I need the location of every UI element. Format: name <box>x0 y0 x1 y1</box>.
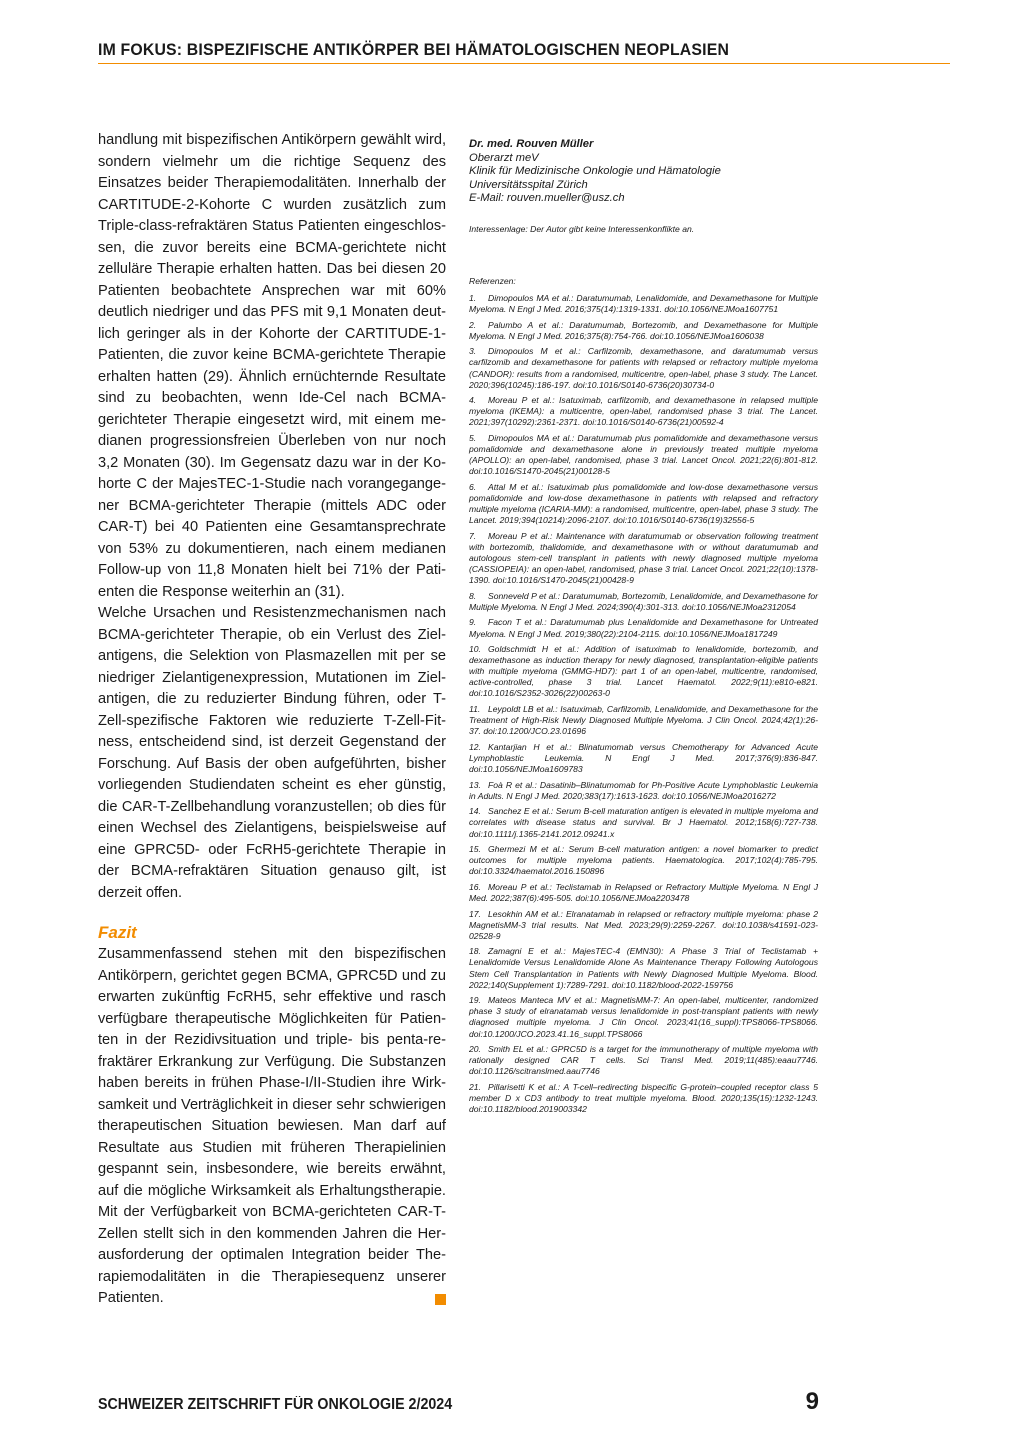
body-paragraph: Welche Ursachen und Resistenzmechanismen nach BCMA-gerichteter Therapie, ob ein Verlust des Zielantigens, die Selektion von Plasmazellen mit per se niedriger Zielantigenexpression, Mutationen im Zielantigen, die zu reduzierter Bindung führen, oder T-Zell-spezifische Faktoren wie reduzierte T-Zell-Fitness, entscheidend sind, ist derzeit Gegenstand der Forschung. Auf Basis der oben aufgeführten, bisher vorliegenden Studiendaten scheint es eher günstig, die CAR-T-Zellbehandlung voranzustellen; ob dies für einen Wechsel des Zielantigens, beispielsweise auf eine GPRC5D- oder FcRH5-gerichtete Therapie in der BCMA-refraktären Situation genauso gilt, ist derzeit offen. <box>98 605 446 901</box>
page-header-title: IM FOKUS: BISPEZIFISCHE ANTIKÖRPER BEI HÄMATOLOGISCHEN NEOPLASIEN <box>98 40 730 59</box>
author-role: Oberarzt meV <box>469 151 539 164</box>
reference-number: 19. <box>469 995 481 1006</box>
reference-text: Dimopoulos MA et al.: Daratumumab plus pomalidomide and dexamethasone versus pomalidomide and dexamethasone alone in previously treated multiple myeloma (APOLLO): an open-label, randomised, phase 3 trial. Lancet Oncol. 2021;22(6):801-812. doi:10.1016/S1470-2045(21)00128-5 <box>469 433 818 477</box>
reference-number: 18. <box>469 946 481 957</box>
author-email: E-Mail: rouven.mueller@usz.ch <box>469 192 625 205</box>
reference-number: 5. <box>469 433 477 443</box>
body-paragraph: handlung mit bispezifischen Antikörpern gewählt wird, sondern vielmehr um die richtige Sequenz des Einsatzes beider Therapiemodalitäten. Innerhalb der CARTITUDE-2-Kohorte C wurden zusätzlich zum Triple-class-refraktären Status Patienten eingeschlossen, die zuvor bereits eine BCMA-gerichtete nicht zelluläre Therapie erhalten hatten. Das bei diesen 20 Patienten beobachtete Ansprechen war mit 60% deutlich niedriger und das PFS mit 9,1 Monaten deutlich geringer als in der Kohorte der CARTITUDE-1-Patienten, die zuvor keine BCMA-gerichtete Therapie erhalten hatten (29). Ähnlich ernüchternde Resultate sind zu beobachten, wenn Ide-Cel nach BCMA-gerichteter Therapie eingesetzt wird, mit einem medianen progressionsfreien Überleben von nur noch 3,2 Monaten (30). Im Gegensatz dazu war in der Kohorte C der MajesTEC-1-Studie nach vorangegangener BCMA-gerichteter Therapie (mittels ADC oder CAR-T) bei 40 Patienten eine Gesamtansprechrate von 53% zu dokumentieren, nach einem medianen Follow-up von 11,8 Monaten hielt bei 71% der Patienten die Response weiterhin an (31). <box>98 132 446 600</box>
reference-item <box>469 644 818 699</box>
reference-number: 4. <box>469 395 477 406</box>
reference-number: 16. <box>469 881 481 892</box>
interest-statement: Interessenlage: Der Autor gibt keine Interessenkonflikte an. <box>469 223 695 234</box>
reference-item <box>469 742 818 775</box>
reference-item <box>469 946 818 990</box>
reference-number: 17. <box>469 908 481 919</box>
reference-item <box>469 531 818 586</box>
reference-number: 21. <box>469 1081 481 1092</box>
reference-text: Dimopoulos M et al.: Carfilzomib, dexamethasone, and daratumumab versus carfilzomib and dexamethasone for patients with relapsed or refractory multiple myeloma (CANDOR): results from a randomised, multicentre, open-label, phase 3 study. The Lancet. 2020;396(10245):186-197. doi:10.1016/S0140-6736(20)30734-0 <box>469 346 818 390</box>
section-heading-fazit: Fazit <box>98 923 137 942</box>
reference-text: Sanchez E et al.: Serum B-cell maturation antigen is elevated in multiple myeloma and correlates with disease status and survival. Br J Haematol. 2012;158(6):727-738. doi:10.1111/j.1365-2141.2012.09241.x <box>469 806 818 839</box>
reference-number: 12. <box>469 741 481 752</box>
author-name: Dr. med. Rouven Müller <box>469 138 594 150</box>
reference-item <box>469 844 818 877</box>
reference-item <box>469 395 818 428</box>
page-number: 9 <box>805 1388 819 1415</box>
reference-item <box>469 293 818 315</box>
fazit-text: Zusammenfassend stehen mit den bispezifischen Antikörpern, gerichtet gegen BCMA, GPRC5D und zu erwarten zukünftig FcRH5, sehr effektive und rasch verfügbare therapeutische Möglichkeiten für Patienten in der Rezidivsituation und triple- bis penta-refraktärer Erkrankung zur Verfügung. Die Substanzen haben bereits in frühen Phase-I/II-Studien ihre Wirksamkeit und Verträglichkeit in dieser sehr schwierigen therapeutischen Situation bewiesen. Man darf auf Resultate aus Studien mit früheren Therapielinien gespannt sein, insbesondere, wie bereits erwähnt, auf die mögliche Wirksamkeit als Erhaltungstherapie. Mit der Verfügbarkeit von BCMA-gerichteten CAR-T-Zellen stellt sich in den kommenden Jahren die Herausforderung der optimalen Integration beider Therapiemodalitäten in die Therapiesequenz unserer Patienten. <box>98 946 446 1306</box>
references-list <box>469 293 818 1115</box>
reference-item <box>469 433 818 477</box>
reference-number: 7. <box>469 530 477 541</box>
reference-item <box>469 617 818 639</box>
reference-text: Facon T et al.: Daratumumab plus Lenalidomide and Dexamethasone for Untreated Myeloma. N Engl J Med. 2019;380(22):2104-2115. doi:10.1056/NEJMoa1817249 <box>469 617 818 639</box>
header-divider <box>98 63 950 64</box>
reference-item <box>469 704 818 737</box>
reference-text: Zamagni E et al.: MajesTEC-4 (EMN30): A Phase 3 Trial of Teclistamab + Lenalidomide Versus Lenalidomide Alone As Maintenance Therapy Following Autologous Stem Cell Transplantation in Patients with Newly Diagnosed Multiple Myeloma. Blood. 2022;140(Supplement 1):7289-7291. doi:10.1182/blood-2022-159756 <box>469 946 818 990</box>
reference-item <box>469 806 818 839</box>
reference-number: 20. <box>469 1044 481 1055</box>
reference-item <box>469 1044 818 1077</box>
reference-text: Pillarisetti K et al.: A T-cell–redirecting bispecific G-protein–coupled receptor class 5 member D x CD3 antibody to treat multiple myeloma. Blood. 2020;135(15):1232-1243. doi:10.1182/blood.2019003342 <box>469 1081 818 1115</box>
reference-number: 3. <box>469 346 477 357</box>
reference-text: Foà R et al.: Dasatinib–Blinatumomab for Ph-Positive Acute Lymphoblastic Leukemia in Adults. N Engl J Med. 2020;383(17):1613-1623. doi:10.1056/NEJMoa2016272 <box>469 779 818 801</box>
reference-item <box>469 320 818 342</box>
end-of-article-square-icon <box>435 1294 446 1305</box>
reference-text: Kantarjian H et al.: Blinatumomab versus Chemotherapy for Advanced Acute Lymphoblastic Leukemia. N Engl J Med. 2017;376(9):836-847. doi:10.1056/NEJMoa1609783 <box>469 741 818 775</box>
reference-text: Lesokhin AM et al.: Elranatamab in relapsed or refractory multiple myeloma: phase 2 MagnetisMM-3 trial results. Nat Med. 2023;29(9):2259-2267. doi:10.1038/s41591-023-02528-9 <box>469 908 818 941</box>
reference-item <box>469 1082 818 1115</box>
reference-item <box>469 482 818 526</box>
reference-number: 11. <box>469 704 481 715</box>
reference-number: 1. <box>469 292 477 303</box>
reference-item <box>469 995 818 1039</box>
article-body <box>98 130 446 1310</box>
reference-text: Leypoldt LB et al.: Isatuximab, Carfilzomib, Lenalidomide, and Dexamethasone for the Treatment of High-Risk Newly Diagnosed Multiple Myeloma. J Clin Oncol. 2024;42(1):26-37. doi:10.1200/JCO.23.01696 <box>469 704 818 737</box>
sidebar-column <box>469 138 818 1115</box>
reference-text: Palumbo A et al.: Daratumumab, Bortezomib, and Dexamethasone for Multiple Myeloma. N Engl J Med. 2016;375(8):754-766. doi:10.1056/NEJMoa1606038 <box>469 319 818 341</box>
reference-item <box>469 909 818 942</box>
footer-journal-name: SCHWEIZER ZEITSCHRIFT FÜR ONKOLOGIE 2/2024 <box>98 1396 453 1413</box>
reference-number: 6. <box>469 481 477 492</box>
reference-text: Mateos Manteca MV et al.: MagnetisMM-7: An open-label, multicenter, randomized phase 3 study of elranatamab versus lenalidomide in post-transplant patients with newly diagnosed multiple myeloma. J Clin Oncol. 2023;41(16_suppl):TPS8066-TPS8066. doi:10.1200/JCO.2023.41.16_suppl.TPS8066 <box>469 995 818 1039</box>
reference-number: 8. <box>469 590 477 601</box>
reference-text: Sonneveld P et al.: Daratumumab, Bortezomib, Lenalidomide, and Dexamethasone for Multiple Myeloma. N Engl J Med. 2024;390(4):301-313. doi:10.1056/NEJMoa2312054 <box>469 590 818 612</box>
reference-item <box>469 882 818 904</box>
body-paragraph-fazit <box>98 944 446 1310</box>
reference-number: 15. <box>469 844 481 855</box>
author-clinic: Klinik für Medizinische Onkologie und Hämatologie <box>469 165 721 178</box>
reference-text: Ghermezi M et al.: Serum B-cell maturation antigen: a novel biomarker to predict outcomes for multiple myeloma patients. Haematologica. 2017;102(4):785-795. doi:10.3324/haematol.2016.150896 <box>469 844 818 877</box>
reference-text: Smith EL et al.: GPRC5D is a target for the immunotherapy of multiple myeloma with rationally designed CAR T cells. Sci Transl Med. 2019;11(485):eaau7746. doi:10.1126/scitranslmed.aau7746 <box>469 1044 818 1077</box>
author-info <box>469 138 818 206</box>
reference-number: 14. <box>469 806 481 817</box>
reference-text: Moreau P et al.: Isatuximab, carfilzomib, and dexamethasone in relapsed multiple myeloma (IKEMA): a multicentre, open-label, randomised phase 3 trial. The Lancet. 2021;397(10292):2361-2371. doi:10.1016/S0140-6736(21)00592-4 <box>469 395 818 428</box>
author-hospital: Universitätsspital Zürich <box>469 178 588 191</box>
reference-number: 13. <box>469 779 481 790</box>
reference-number: 2. <box>469 319 477 330</box>
reference-text: Dimopoulos MA et al.: Daratumumab, Lenalidomide, and Dexamethasone for Multiple Myeloma. N Engl J Med. 2016;375(14):1319-1331. doi:10.1056/NEJMoa1607751 <box>469 292 818 315</box>
reference-text: Attal M et al.: Isatuximab plus pomalidomide and low-dose dexamethasone versus pomalidomide and low-dose dexamethasone in patients with relapsed and refractory multiple myeloma (ICARIA-MM): a randomised, multicentre, open-label, phase 3 study. The Lancet. 2019;394(10214):2096-2107. doi:10.1016/S0140-6736(19)32556-5 <box>469 481 818 526</box>
reference-number: 9. <box>469 617 477 628</box>
reference-item <box>469 591 818 613</box>
references-heading: Referenzen: <box>469 275 516 286</box>
reference-text: Moreau P et al.: Teclistamab in Relapsed or Refractory Multiple Myeloma. N Engl J Med. 2022;387(6):495-505. doi:10.1056/NEJMoa2203478 <box>469 881 818 903</box>
reference-text: Goldschmidt H et al.: Addition of isatuximab to lenalidomide, bortezomib, and dexamethasone as induction therapy for newly diagnosed, transplantation-eligible patients with multiple myeloma (GMMG-HD7): part 1 of an open-label, multicentre, randomised, active-controlled, phase 3 trial. Lancet Haematol. 2022;9(11):e810-e821. doi:10.1016/S2352-3026(22)00263-0 <box>469 644 818 699</box>
reference-item <box>469 780 818 802</box>
reference-item <box>469 346 818 390</box>
reference-text: Moreau P et al.: Maintenance with daratumumab or observation following treatment with bortezomib, thalidomide, and dexamethasone with or without daratumumab and autologous stem-cell transplant in patients with newly diagnosed multiple myeloma (CASSIOPEIA): an open-label, randomised, phase 3 trial. Lancet Oncol. 2021;22(10):1378-1390. doi:10.1016/S1470-2045(21)00428-9 <box>469 530 818 586</box>
reference-number: 10. <box>469 644 481 655</box>
